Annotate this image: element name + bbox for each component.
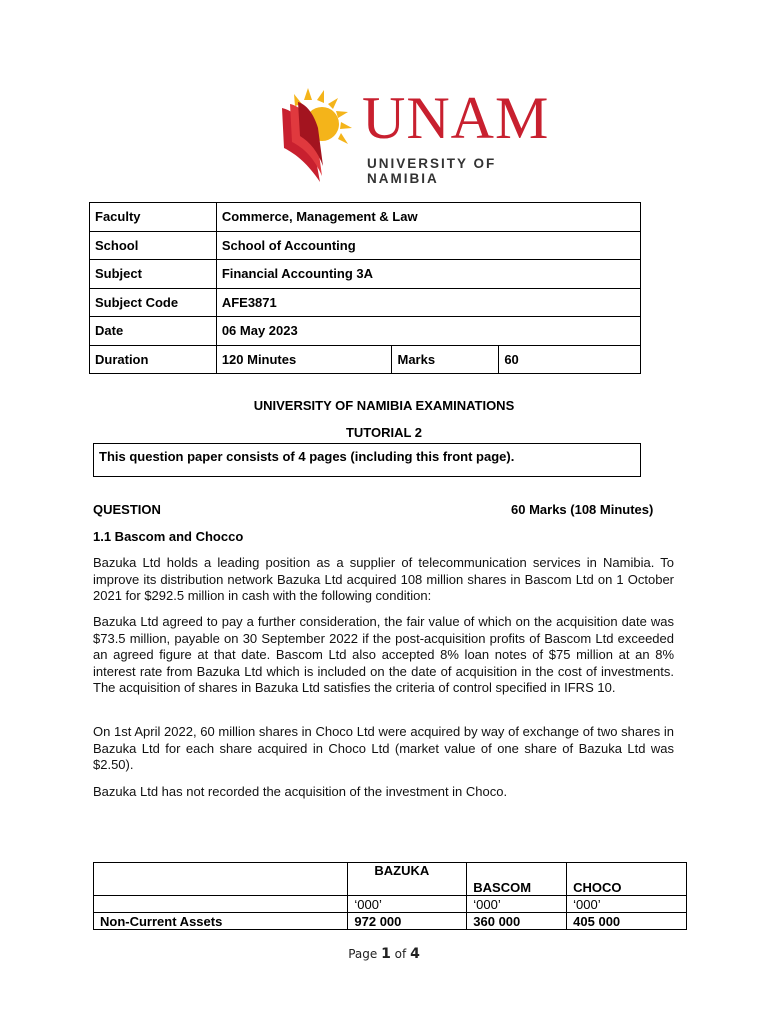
fin-value-bazuka: 972 000 bbox=[348, 913, 467, 930]
fin-header-choco: CHOCO bbox=[567, 863, 687, 896]
fin-value-bascom: 360 000 bbox=[467, 913, 567, 930]
footer-page-number: 1 bbox=[381, 946, 391, 962]
info-label: Date bbox=[90, 317, 217, 346]
duration-value: 120 Minutes bbox=[216, 345, 392, 374]
info-value: AFE3871 bbox=[216, 288, 640, 317]
info-label: Subject Code bbox=[90, 288, 217, 317]
paragraph: Bazuka Ltd has not recorded the acquisition of the investment in Choco. bbox=[93, 784, 508, 799]
fin-header-bascom: BASCOM bbox=[467, 863, 567, 896]
fin-unit-row bbox=[94, 896, 687, 913]
fin-unit-cell: ‘000’ bbox=[567, 896, 687, 913]
unam-logo bbox=[278, 85, 550, 186]
info-row-subject-code bbox=[90, 288, 641, 317]
info-value: 06 May 2023 bbox=[216, 317, 640, 346]
pages-note: This question paper consists of 4 pages (including this front page). bbox=[93, 443, 641, 477]
logo-wordmark: UNAM bbox=[362, 85, 550, 151]
info-row-school bbox=[90, 231, 641, 260]
exam-title: UNIVERSITY OF NAMIBIA EXAMINATIONS bbox=[253, 398, 515, 413]
footer-prefix: Page bbox=[348, 947, 378, 961]
marks-label: Marks bbox=[392, 345, 499, 374]
info-row-date bbox=[90, 317, 641, 346]
section-title: 1.1 Bascom and Chocco bbox=[93, 529, 244, 544]
paragraph: On 1st April 2022, 60 million shares in Choco Ltd were acquired by way of exchange of two shares in Bazuka Ltd for each share acquired in Choco Ltd (market value of one share of Bazuka Ltd was $2.50). bbox=[93, 724, 674, 772]
footer-of: of bbox=[394, 947, 407, 961]
sun-book-emblem-icon bbox=[278, 86, 362, 186]
fin-unit-cell: ‘000’ bbox=[348, 896, 467, 913]
fin-unit-cell bbox=[94, 896, 348, 913]
logo-subtitle: UNIVERSITY OF NAMIBIA bbox=[367, 156, 497, 186]
fin-row-label: Non-Current Assets bbox=[94, 913, 348, 930]
tutorial-title: TUTORIAL 2 bbox=[345, 425, 423, 440]
info-label: School bbox=[90, 231, 217, 260]
fin-unit-cell: ‘000’ bbox=[467, 896, 567, 913]
info-row-faculty bbox=[90, 203, 641, 232]
fin-row-non-current-assets bbox=[94, 913, 687, 930]
marks-value: 60 bbox=[499, 345, 641, 374]
paragraph: Bazuka Ltd holds a leading position as a supplier of telecommunication services in Namibia. To improve its distribution network Bazuka Ltd acquired 108 million shares in Bascom Ltd on 1 October 2021 for $292.5 million in cash with the following condition: bbox=[93, 555, 674, 603]
info-value: School of Accounting bbox=[216, 231, 640, 260]
info-label: Subject bbox=[90, 260, 217, 289]
fin-value-choco: 405 000 bbox=[567, 913, 687, 930]
financial-table bbox=[93, 862, 687, 930]
question-label: QUESTION bbox=[93, 502, 161, 517]
page-footer bbox=[0, 946, 768, 962]
info-value: Financial Accounting 3A bbox=[216, 260, 640, 289]
info-label: Faculty bbox=[90, 203, 217, 232]
exam-info-table bbox=[89, 202, 641, 374]
footer-total-pages: 4 bbox=[410, 946, 420, 962]
info-label: Duration bbox=[90, 345, 217, 374]
info-value: Commerce, Management & Law bbox=[216, 203, 640, 232]
fin-header-cell bbox=[94, 863, 348, 896]
info-row-duration bbox=[90, 345, 641, 374]
fin-header-bazuka: BAZUKA bbox=[348, 863, 467, 896]
fin-header-row bbox=[94, 863, 687, 896]
info-row-subject bbox=[90, 260, 641, 289]
question-marks: 60 Marks (108 Minutes) bbox=[511, 502, 654, 517]
paragraph: Bazuka Ltd agreed to pay a further consideration, the fair value of which on the acquisition date was $73.5 million, payable on 30 September 2022 if the post-acquisition profits of Bascom Ltd exceeded an agreed figure at that date. Bascom Ltd also accepted 8% loan notes of $75 million at an 8% interest rate from Bazuka Ltd which is included on the date of acquisition in the cost of investments. The acquisition of shares in Bazuka Ltd satisfies the criteria of control specified in IFRS 10. bbox=[93, 614, 674, 695]
